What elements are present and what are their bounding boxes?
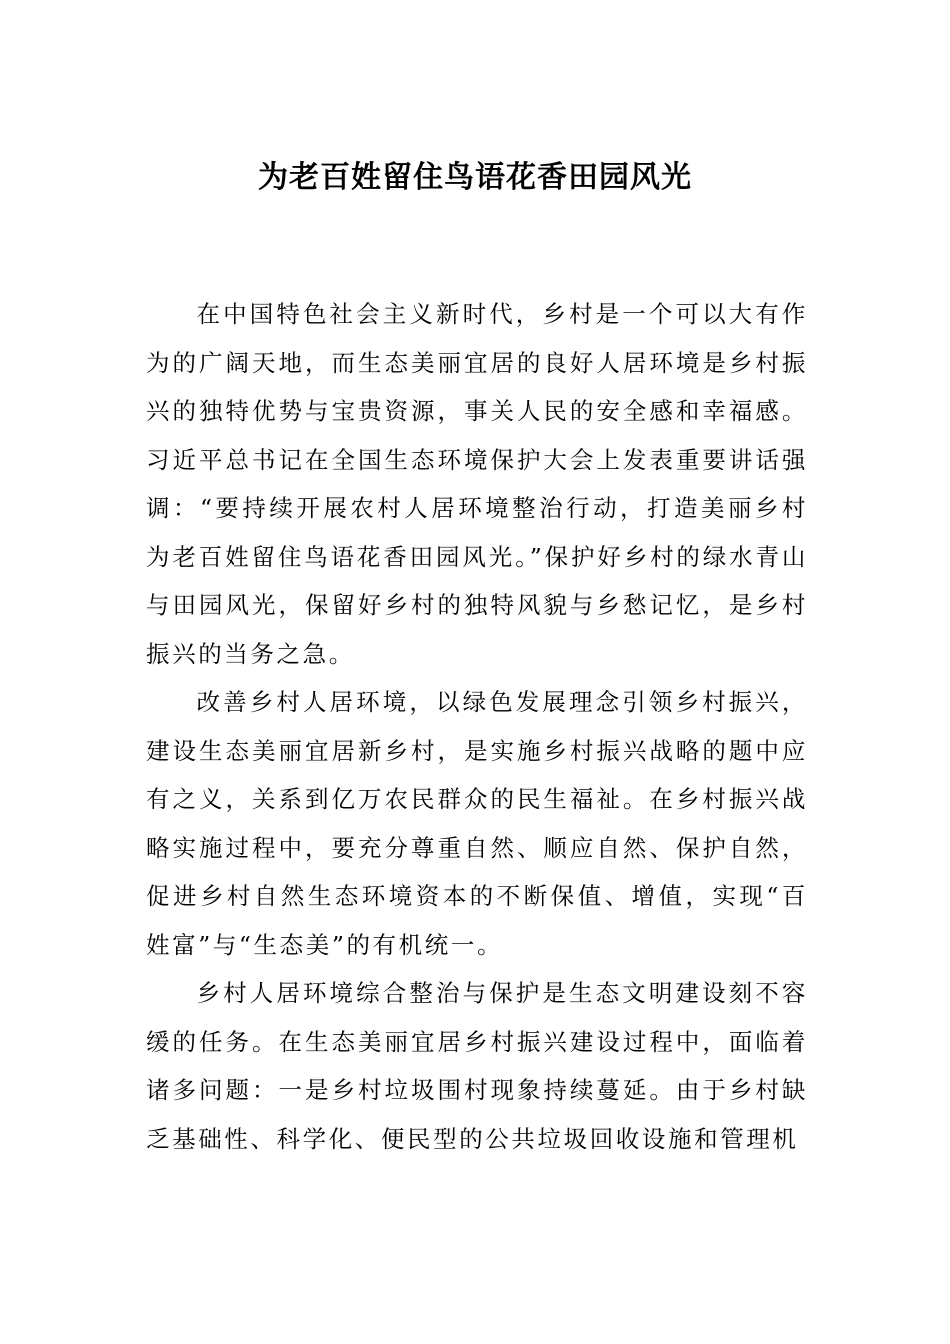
document-title: 为老百姓留住鸟语花香田园风光 (258, 160, 692, 195)
paragraph-3: 乡村人居环境综合整治与保护是生态文明建设刻不容缓的任务。在生态美丽宜居乡村振兴建设过程中，面临着诸多问题：一是乡村垃圾围村现象持续蔓延。由于乡村缺乏基础性、科学化、便民型的公共垃圾回收设施和管理机 (146, 979, 808, 1153)
paragraph-1: 在中国特色社会主义新时代，乡村是一个可以大有作为的广阔天地，而生态美丽宜居的良好人居环境是乡村振兴的独特优势与宝贵资源，事关人民的安全感和幸福感。习近平总书记在全国生态环境保护大会上发表重要讲话强调：“要持续开展农村人居环境整治行动，打造美丽乡村为老百姓留住鸟语花香田园风光。”保护好乡村的绿水青山与田园风光，保留好乡村的独特风貌与乡愁记忆，是乡村振兴的当务之急。 (146, 300, 808, 668)
paragraph-2: 改善乡村人居环境，以绿色发展理念引领乡村振兴，建设生态美丽宜居新乡村，是实施乡村振兴战略的题中应有之义，关系到亿万农民群众的民生福祉。在乡村振兴战略实施过程中，要充分尊重自然、顺应自然、保护自然，促进乡村自然生态环境资本的不断保值、增值，实现“百姓富”与“生态美”的有机统一。 (146, 688, 808, 959)
document-body (146, 290, 808, 1163)
